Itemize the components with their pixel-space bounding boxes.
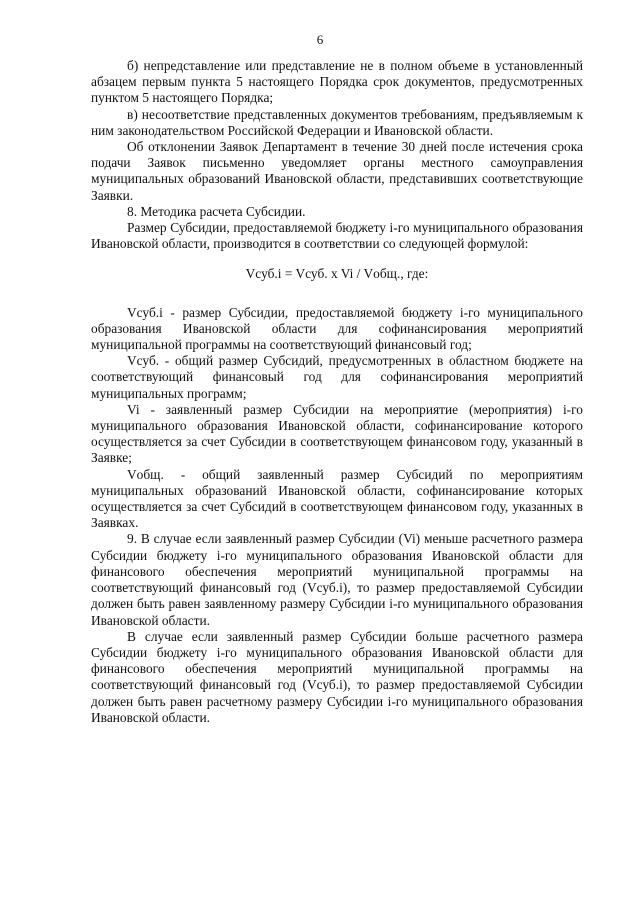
definition-vi: Vi - заявленный размер Субсидии на мероприятие (мероприятия) i-го муниципального образования Ивановской области, софинансирование которого осуществляется за счет Субсидии в соответствующем финансовом году, указанный в Заявке; <box>91 401 583 466</box>
document-body <box>91 58 583 726</box>
paragraph-non-submission: б) непредставление или представление не в полном объеме в установленный абзацем первым пункта 5 настоящего Порядка срок документов, предусмотренных пунктом 5 настоящего Порядка; <box>91 58 583 106</box>
paragraph-clause-9-alt: В случае если заявленный размер Субсидии больше расчетного размера Субсидии бюджету i-го муниципального образования Ивановской области для финансового обеспечения мероприятий муниципальной программы на соответствующий финансовый год (Vсуб.i), то размер предоставляемой Субсидии должен быть равен расчетному размеру Субсидии i-го муниципального образования Ивановской области. <box>91 628 583 725</box>
section-heading-methodology: 8. Методика расчета Субсидии. <box>127 203 306 219</box>
paragraph-clause-9: 9. В случае если заявленный размер Субсидии (Vi) меньше расчетного размера Субсидии бюджету i-го муниципального образования Ивановской области для финансового обеспечения мероприятий муниципальной программы на соответствующий финансовый год (Vсуб.i), то размер предоставляемой Субсидии должен быть равен заявленному размеру Субсидии i-го муниципального образования Ивановской области. <box>91 531 583 628</box>
paragraph-non-compliance: в) несоответствие представленных документов требованиям, предъявляемым к ним законодательством Российской Федерации и Ивановской области. <box>91 106 583 138</box>
paragraph-rejection-notice: Об отклонении Заявок Департамент в течение 30 дней после истечения срока подачи Заявок письменно уведомляет органы местного самоуправления муниципальных образований Ивановской области, представивших соответствующие Заявки. <box>91 139 583 203</box>
definition-vsub-i: Vсуб.i - размер Субсидии, предоставляемой бюджету i-го муниципального образования Ивановской области для софинансирования мероприятий муниципальной программы на соответствующий финансовый год; <box>91 304 583 353</box>
paragraph-formula-intro: Размер Субсидии, предоставляемой бюджету i-го муниципального образования Ивановской области, производится в соответствии со следующей формулой: <box>91 220 583 252</box>
subsidy-formula: Vсуб.i = Vсуб. x Vi / Vобщ., где: <box>245 266 429 282</box>
definition-vobsch: Vобщ. - общий заявленный размер Субсидий по мероприятиям муниципальных образований Ивановской области, софинансирование которых осуществляется за счет Субсидий в соответствующем финансовом году, указанных в Заявках. <box>91 466 583 531</box>
page-number: 6 <box>316 32 324 47</box>
definition-vsub: Vсуб. - общий размер Субсидий, предусмотренных в областном бюджете на соответствующий финансовый год для софинансирования мероприятий муниципальных программ; <box>91 353 583 401</box>
